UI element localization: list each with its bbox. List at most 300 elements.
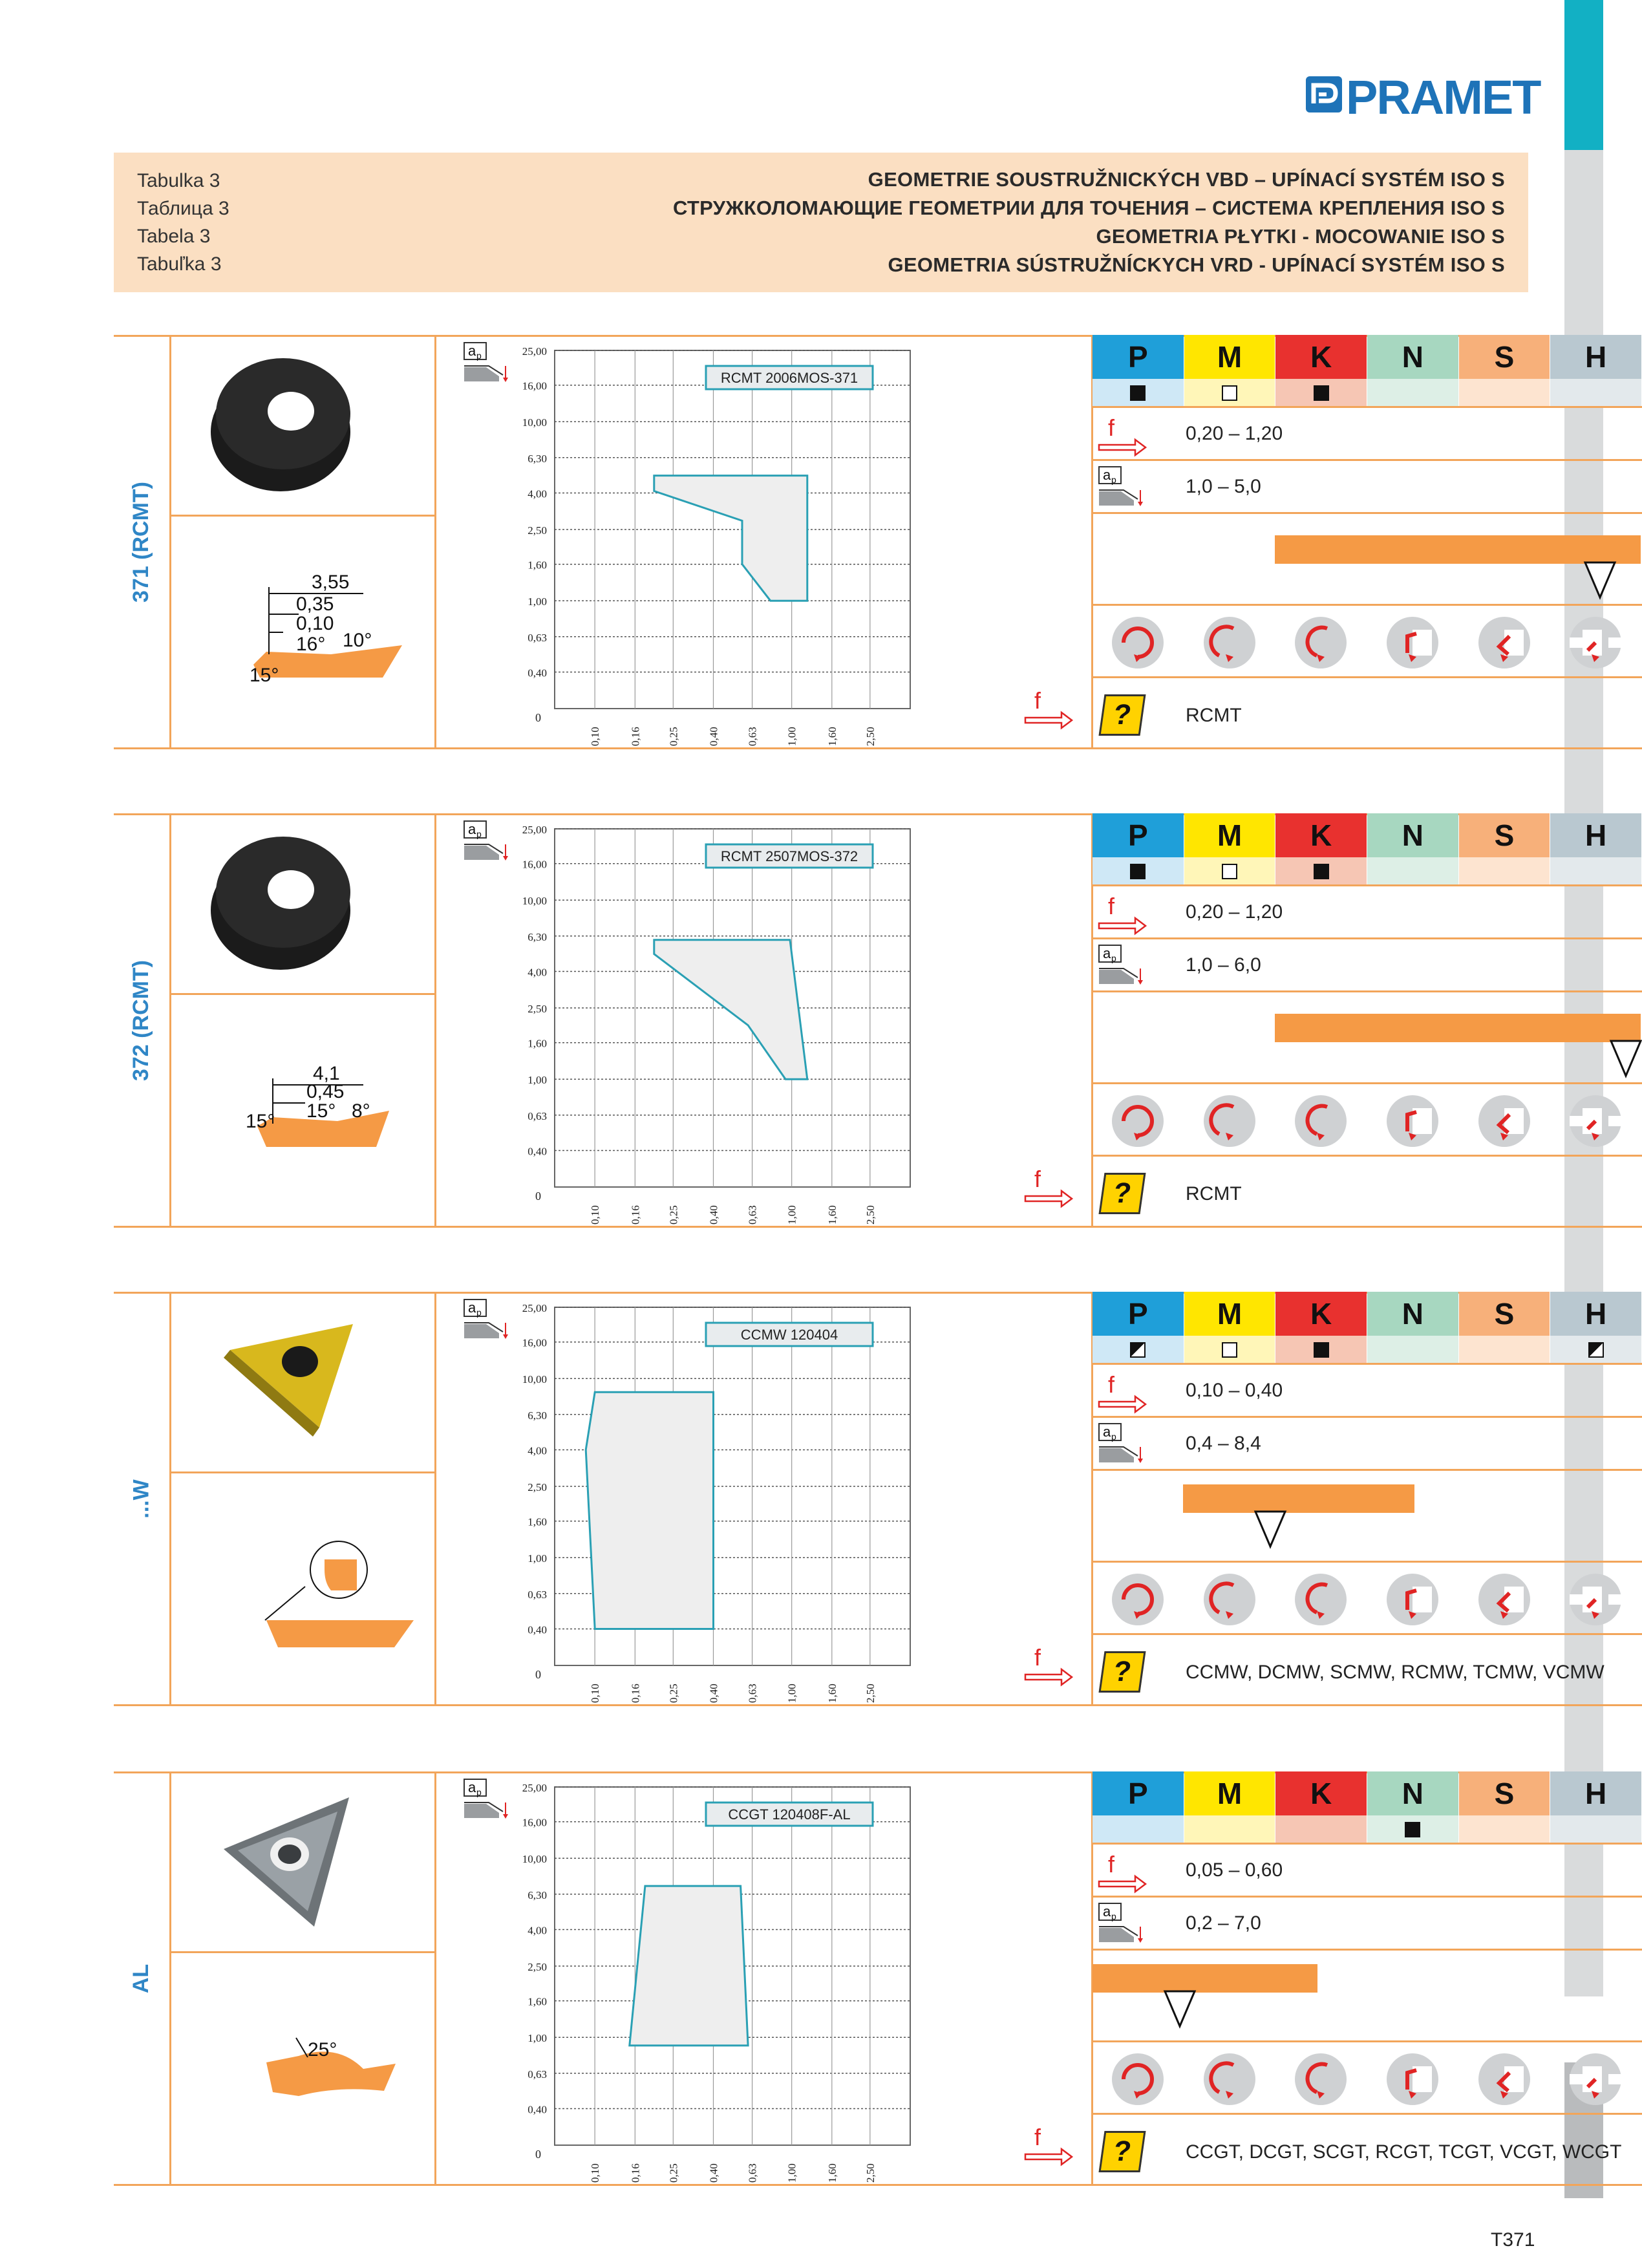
material-group-letter: S [1494, 818, 1515, 852]
x-tick-label: 1,00 [785, 2163, 798, 2183]
suitability-M [1184, 1336, 1275, 1364]
material-group-letter: N [1402, 1777, 1423, 1810]
depth-of-cut-symbol [463, 1298, 515, 1340]
origin-label: 0 [535, 1190, 541, 1203]
y-tick-label: 25,00 [522, 1302, 547, 1314]
material-group-letter: P [1127, 1777, 1148, 1810]
x-tick-label: 0,25 [667, 727, 680, 746]
y-tick-label: 1,00 [528, 1552, 547, 1565]
y-tick-label: 0,63 [528, 1588, 547, 1601]
x-tick-label: 0,63 [746, 727, 759, 746]
y-tick-label: 2,50 [528, 1961, 547, 1973]
help-icon[interactable] [1099, 1173, 1146, 1214]
operation-icon [1563, 2047, 1628, 2112]
operation-icon [1105, 1089, 1170, 1153]
x-tick-label: 0,25 [667, 1205, 680, 1225]
row-divider [1093, 2113, 1642, 2115]
suitability-H [1550, 857, 1641, 886]
material-group-P [1093, 813, 1184, 857]
pramet-logo-mark [1305, 75, 1343, 114]
x-tick-label: 2,50 [864, 727, 877, 746]
x-tick-label: 0,25 [667, 2163, 680, 2183]
origin-label: 0 [535, 711, 541, 724]
condition-marker [1164, 1990, 1196, 2029]
cutting-range-chart [434, 813, 1091, 1227]
x-tick-label: 0,10 [589, 1684, 602, 1703]
ap-letter: a [1103, 467, 1111, 483]
feed-letter: f [1034, 2124, 1041, 2150]
operation-icon [1563, 1089, 1628, 1153]
row-divider [1093, 1469, 1642, 1471]
condition-marker [1610, 1040, 1642, 1078]
row-divider [1093, 1561, 1642, 1563]
cutting-range-chart [434, 1771, 1091, 2185]
material-group-letter: S [1494, 1777, 1515, 1810]
row-divider [1093, 2184, 1642, 2186]
y-tick-label: 1,60 [528, 1515, 547, 1528]
material-group-letter: S [1494, 1297, 1515, 1331]
suitability-box [1130, 1342, 1146, 1358]
material-group-letter: K [1310, 818, 1332, 852]
cutting-range-chart [434, 335, 1091, 749]
suitability-box [1222, 1342, 1237, 1358]
y-tick-label: 16,00 [522, 380, 547, 392]
origin-label: 0 [535, 2148, 541, 2161]
operation-icon [1288, 1089, 1353, 1153]
y-tick-label: 16,00 [522, 1816, 547, 1829]
row-divider [1093, 604, 1642, 606]
suitability-M [1184, 1815, 1275, 1844]
ap-subscript: p [476, 1787, 482, 1797]
operation-icon [1197, 1567, 1262, 1632]
sketch-dimension: 10° [343, 630, 372, 651]
operation-icon [1472, 2047, 1537, 2112]
row-divider [1093, 990, 1642, 992]
y-tick-label: 0,40 [528, 1623, 547, 1636]
row-divider [1093, 937, 1642, 939]
condition-marker [1584, 561, 1616, 600]
suitability-S [1459, 857, 1550, 886]
suitability-S [1459, 379, 1550, 407]
x-tick-label: 0,40 [707, 2163, 720, 2183]
chart-svg [434, 1771, 1091, 2185]
suitability-H [1550, 379, 1641, 407]
ap-letter: a [468, 821, 476, 837]
y-tick-label: 25,00 [522, 1782, 547, 1794]
table-number-sk: Tabuľka 3 [137, 253, 222, 275]
material-group-K [1275, 1771, 1367, 1815]
material-group-H [1550, 335, 1641, 379]
feed-symbol [1096, 1851, 1148, 1893]
feed-letter: f [1034, 1644, 1041, 1671]
feed-symbol [1023, 1166, 1074, 1208]
chart-title-box [706, 1323, 873, 1346]
chart-title: CCMW 120404 [740, 1327, 838, 1343]
chart-title: RCMT 2006MOS-371 [720, 370, 858, 386]
suitability-N [1367, 1815, 1458, 1844]
ap-letter: a [1103, 1903, 1111, 1920]
ap-subscript: p [1111, 1431, 1116, 1442]
feed-letter: f [1108, 1851, 1115, 1878]
geometry-section-371 [114, 335, 1607, 749]
feed-symbol [1023, 687, 1074, 729]
compatible-insert-types: CCGT, DCGT, SCGT, RCGT, TCGT, VCGT, WCGT [1186, 2141, 1622, 2163]
ap-letter: a [468, 1300, 476, 1316]
material-group-letter: N [1402, 340, 1423, 374]
feed-range: 0,05 – 0,60 [1186, 1859, 1283, 1881]
material-group-S [1459, 1771, 1550, 1815]
y-tick-label: 0,40 [528, 1145, 547, 1158]
material-group-M [1184, 335, 1275, 379]
y-tick-label: 4,00 [528, 1444, 547, 1457]
machining-condition-bar [1275, 535, 1641, 564]
y-tick-label: 16,00 [522, 1336, 547, 1349]
x-tick-label: 0,63 [746, 2163, 759, 2183]
row-divider [1093, 1704, 1642, 1706]
help-mark: ? [1111, 699, 1133, 731]
chipbreaker-profile-sketch [169, 1473, 434, 1706]
suitability-M [1184, 857, 1275, 886]
table-number-cz: Tabulka 3 [137, 170, 220, 191]
plot-area [555, 350, 910, 709]
suitability-S [1459, 1815, 1550, 1844]
suitability-K [1275, 379, 1367, 407]
sketch-dimension: 15° [250, 665, 279, 686]
table-number-pl: Tabela 3 [137, 226, 211, 247]
suitability-box [1405, 1822, 1420, 1837]
material-group-letter: N [1402, 1297, 1423, 1331]
suitability-K [1275, 857, 1367, 886]
help-mark: ? [1111, 1656, 1133, 1687]
feed-symbol [1096, 414, 1148, 456]
help-icon[interactable] [1099, 1651, 1146, 1693]
operation-icon [1380, 610, 1445, 675]
page-number: T371 [1491, 2229, 1535, 2251]
application-range-area [630, 1886, 748, 2046]
suitability-S [1459, 1336, 1550, 1364]
y-tick-label: 10,00 [522, 416, 547, 429]
suitability-box [1314, 385, 1329, 401]
y-tick-label: 6,30 [528, 1888, 547, 1901]
operation-icon [1380, 1089, 1445, 1153]
row-divider [1093, 1155, 1642, 1157]
y-tick-label: 0,40 [528, 2103, 547, 2116]
material-group-letter: P [1127, 1297, 1148, 1331]
x-tick-label: 1,00 [785, 1684, 798, 1703]
chart-title: RCMT 2507MOS-372 [720, 848, 858, 864]
x-tick-label: 0,16 [629, 2163, 642, 2183]
material-group-H [1550, 1292, 1641, 1336]
row-divider [1093, 1226, 1642, 1228]
suitability-P [1093, 379, 1184, 407]
row-divider [1093, 884, 1642, 886]
suitability-box [1588, 1342, 1604, 1358]
operation-icon [1472, 1089, 1537, 1153]
ap-subscript: p [1111, 1911, 1116, 1921]
material-group-P [1093, 1292, 1184, 1336]
condition-marker [1254, 1510, 1286, 1549]
material-group-K [1275, 813, 1367, 857]
suitability-box [1130, 864, 1146, 879]
x-tick-label: 1,60 [826, 1205, 838, 1225]
x-tick-label: 1,60 [826, 2163, 838, 2183]
sketch-dimension: 8° [352, 1100, 370, 1122]
depth-of-cut-range: 1,0 – 6,0 [1186, 954, 1261, 976]
x-tick-label: 0,10 [589, 1205, 602, 1225]
suitability-H [1550, 1815, 1641, 1844]
y-tick-label: 4,00 [528, 1924, 547, 1937]
sketch-dimension: 4,1 [313, 1063, 340, 1084]
material-group-S [1459, 1292, 1550, 1336]
chipbreaker-profile-sketch [169, 1952, 434, 2185]
row-divider [1093, 1633, 1642, 1635]
y-tick-label: 10,00 [522, 895, 547, 908]
material-group-K [1275, 1292, 1367, 1336]
geometry-section-372 [114, 813, 1607, 1227]
material-group-S [1459, 813, 1550, 857]
geometry-code: ...W [129, 1479, 154, 1519]
y-tick-label: 0,40 [528, 667, 547, 679]
y-tick-label: 2,50 [528, 1481, 547, 1493]
machining-condition-bar [1183, 1484, 1414, 1513]
y-tick-label: 2,50 [528, 1003, 547, 1015]
geometry-section-al [114, 1771, 1622, 2185]
x-tick-label: 2,50 [864, 1684, 877, 1703]
insert-photo [204, 820, 366, 981]
compatible-insert-types: RCMT [1186, 1183, 1242, 1204]
help-mark: ? [1111, 2135, 1133, 2167]
application-range-area [586, 1392, 713, 1629]
suitability-M [1184, 379, 1275, 407]
feed-letter: f [1034, 687, 1041, 714]
y-tick-label: 0,63 [528, 2068, 547, 2081]
row-divider [1093, 512, 1642, 514]
y-tick-label: 16,00 [522, 858, 547, 871]
x-tick-label: 1,00 [785, 1205, 798, 1225]
material-group-letter: H [1585, 1297, 1607, 1331]
y-tick-label: 0,63 [528, 631, 547, 644]
compatible-insert-types: CCMW, DCMW, SCMW, RCMW, TCMW, VCMW [1186, 1662, 1605, 1683]
ap-letter: a [1103, 1424, 1111, 1440]
operation-icon [1105, 1567, 1170, 1632]
chart-title-box [706, 366, 873, 389]
y-tick-label: 1,60 [528, 559, 547, 572]
suitability-N [1367, 857, 1458, 886]
sketch-dimension: 15° [246, 1111, 275, 1132]
row-divider [1093, 1843, 1642, 1845]
row-divider [1093, 747, 1642, 749]
depth-of-cut-symbol [463, 341, 515, 383]
edge-tab-active[interactable] [1564, 0, 1603, 152]
table-title-ru: СТРУЖКОЛОМАЮЩИЕ ГЕОМЕТРИИ ДЛЯ ТОЧЕНИЯ – СИСТЕМА КРЕПЛЕНИЯ ISO S [673, 197, 1505, 219]
help-icon[interactable] [1099, 694, 1146, 736]
x-tick-label: 0,10 [589, 2163, 602, 2183]
depth-of-cut-symbol [1098, 465, 1149, 507]
row-divider [1093, 406, 1642, 408]
material-group-H [1550, 1771, 1641, 1815]
material-group-letter: K [1310, 340, 1332, 374]
operation-icon [1288, 610, 1353, 675]
chipbreaker-profile-sketch [169, 994, 434, 1227]
suitability-box [1222, 864, 1237, 879]
operation-icon [1197, 610, 1262, 675]
insert-photo [204, 1298, 366, 1460]
row-divider [1093, 1949, 1642, 1951]
x-tick-label: 1,00 [785, 727, 798, 746]
row-divider [1093, 676, 1642, 678]
suitability-box [1222, 385, 1237, 401]
operation-icon [1105, 2047, 1170, 2112]
help-mark: ? [1111, 1177, 1133, 1209]
feed-range: 0,20 – 1,20 [1186, 901, 1283, 923]
geometry-label [114, 335, 169, 749]
row-divider [1093, 1416, 1642, 1418]
help-icon[interactable] [1099, 2131, 1146, 2172]
ap-subscript: p [1111, 475, 1116, 485]
material-group-N [1367, 1292, 1458, 1336]
feed-letter: f [1034, 1166, 1041, 1192]
table-title-pl: GEOMETRIA PŁYTKI - MOCOWANIE ISO S [1096, 225, 1505, 248]
material-group-N [1367, 335, 1458, 379]
row-divider [1093, 459, 1642, 461]
depth-of-cut-symbol [463, 820, 515, 861]
chart-svg [434, 335, 1091, 749]
geometry-label [114, 1292, 169, 1706]
operation-icon [1197, 1089, 1262, 1153]
ap-subscript: p [476, 350, 482, 361]
material-group-letter: H [1585, 818, 1607, 852]
operation-icon [1563, 1567, 1628, 1632]
ap-subscript: p [1111, 953, 1116, 963]
y-tick-label: 6,30 [528, 930, 547, 943]
suitability-box [1314, 1342, 1329, 1358]
x-tick-label: 0,40 [707, 727, 720, 746]
insert-photo [204, 341, 366, 503]
operation-icon [1380, 2047, 1445, 2112]
material-group-letter: H [1585, 340, 1607, 374]
material-group-P [1093, 335, 1184, 379]
ap-letter: a [1103, 945, 1111, 961]
table-title-sk: GEOMETRIA SÚSTRUŽNÍCKYCH VRD - UPÍNACÍ SYSTÉM ISO S [888, 253, 1505, 276]
suitability-P [1093, 1336, 1184, 1364]
row-divider [1093, 2040, 1642, 2042]
y-tick-label: 25,00 [522, 345, 547, 358]
edge-tab[interactable] [1564, 150, 1603, 284]
y-tick-label: 0,63 [528, 1109, 547, 1122]
y-tick-label: 4,00 [528, 966, 547, 979]
chart-title-box [706, 1803, 873, 1826]
sketch-dimension: 0,35 [296, 594, 334, 615]
material-group-M [1184, 813, 1275, 857]
machining-condition-bar [1093, 1964, 1317, 1993]
compatible-insert-types: RCMT [1186, 705, 1242, 726]
ap-letter: a [468, 1779, 476, 1795]
chart-title: CCGT 120408F-AL [728, 1806, 851, 1823]
depth-of-cut-range: 0,2 – 7,0 [1186, 1912, 1261, 1934]
x-tick-label: 0,10 [589, 727, 602, 746]
depth-of-cut-range: 0,4 – 8,4 [1186, 1433, 1261, 1454]
sketch-dimension: 0,45 [306, 1081, 345, 1102]
depth-of-cut-symbol [463, 1778, 515, 1819]
sketch-dimension: 15° [306, 1100, 336, 1122]
material-group-letter: N [1402, 818, 1423, 852]
material-group-N [1367, 1771, 1458, 1815]
operation-icon [1380, 1567, 1445, 1632]
material-suitability-table [1093, 1771, 1642, 2185]
origin-label: 0 [535, 1668, 541, 1681]
y-tick-label: 10,00 [522, 1373, 547, 1386]
suitability-P [1093, 1815, 1184, 1844]
geometry-code: AL [129, 1963, 154, 1993]
y-tick-label: 6,30 [528, 452, 547, 465]
feed-letter: f [1108, 1371, 1115, 1398]
machining-condition-bar [1275, 1014, 1641, 1042]
brand-name: PRAMET [1346, 70, 1541, 124]
feed-range: 0,10 – 0,40 [1186, 1380, 1283, 1401]
y-tick-label: 1,60 [528, 1995, 547, 2008]
material-group-H [1550, 813, 1641, 857]
ap-subscript: p [476, 1307, 482, 1318]
material-suitability-table [1093, 813, 1642, 1227]
y-tick-label: 1,00 [528, 1074, 547, 1087]
geometry-code: 372 (RCMT) [129, 959, 154, 1081]
feed-symbol [1023, 1644, 1074, 1686]
operation-icon [1197, 2047, 1262, 2112]
x-tick-label: 0,16 [629, 1205, 642, 1225]
geometry-section-w [114, 1292, 1607, 1706]
depth-of-cut-symbol [1098, 1422, 1149, 1464]
x-tick-label: 0,16 [629, 727, 642, 746]
material-group-N [1367, 813, 1458, 857]
y-tick-label: 4,00 [528, 487, 547, 500]
material-group-M [1184, 1771, 1275, 1815]
material-group-P [1093, 1771, 1184, 1815]
x-tick-label: 2,50 [864, 1205, 877, 1225]
suitability-K [1275, 1336, 1367, 1364]
sketch-dimension: 0,10 [296, 613, 334, 634]
chipbreaker-profile-sketch [169, 516, 434, 749]
ap-subscript: p [476, 829, 482, 839]
x-tick-label: 2,50 [864, 2163, 877, 2183]
material-group-letter: P [1127, 340, 1148, 374]
geometry-label [114, 1771, 169, 2185]
geometry-code: 371 (RCMT) [129, 481, 154, 603]
x-tick-label: 1,60 [826, 727, 838, 746]
cutting-range-chart [434, 1292, 1091, 1706]
suitability-H [1550, 1336, 1641, 1364]
row-divider [1093, 1896, 1642, 1898]
material-group-letter: M [1217, 340, 1242, 374]
y-tick-label: 6,30 [528, 1409, 547, 1422]
material-group-K [1275, 335, 1367, 379]
ap-letter: a [468, 343, 476, 359]
x-tick-label: 0,40 [707, 1205, 720, 1225]
x-tick-label: 0,63 [746, 1684, 759, 1703]
sketch-dimension: 25° [308, 2039, 337, 2060]
chart-svg [434, 1292, 1091, 1706]
table-header-band [114, 153, 1528, 292]
table-title-cz: GEOMETRIE SOUSTRUŽNICKÝCH VBD – UPÍNACÍ SYSTÉM ISO S [868, 168, 1505, 191]
material-group-letter: M [1217, 1777, 1242, 1810]
material-group-letter: P [1127, 818, 1148, 852]
material-group-letter: S [1494, 340, 1515, 374]
x-tick-label: 1,60 [826, 1684, 838, 1703]
operation-icon [1472, 610, 1537, 675]
depth-of-cut-symbol [1098, 944, 1149, 985]
geometry-label [114, 813, 169, 1227]
chart-svg [434, 813, 1091, 1227]
table-number [137, 167, 229, 278]
